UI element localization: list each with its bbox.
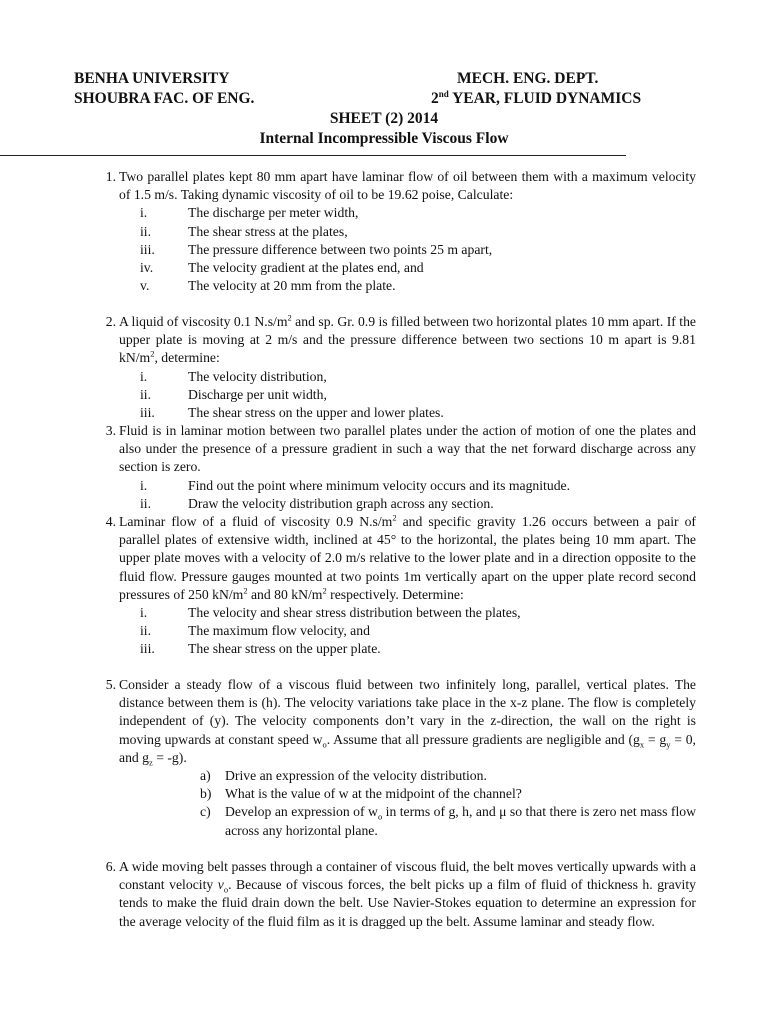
problem-text: Laminar flow of a fluid of viscosity 0.9 $N.s/m^2$ and specific gravity 1.26 occurs between a pair of parallel plates of extensive width, inclined at 45° to the horizontal, the plates being 10 mm apart. The upper plate moves with a velocity of 2.0 m/s relative to the lower plate and in a direction opposite to the fluid flow. Pressure gauges mounted at two points 1m vertically apart on the upper plate record second pressures of 250 $kN/m^2$ and 80 $kN/m^2$ respectively. Determine:: [119, 512, 696, 602]
sub-item: i. The discharge per meter width,: [140, 205, 359, 221]
sub-item: ii. Discharge per unit width,: [140, 386, 327, 402]
problem-1: [96, 168, 696, 295]
course-title: 2nd YEAR, FLUID DYNAMICS: [431, 88, 642, 107]
sub-item: a) Drive an expression of the velocity distribution.: [200, 768, 487, 784]
problem-text: Two parallel plates kept 80 mm apart have laminar flow of oil between them with a maximum velocity of 1.5 m/s. Taking dynamic viscosity of oil to be 19.62 poise, Calculate:: [119, 169, 696, 203]
problem-2: [96, 313, 696, 422]
sub-item: ii. Draw the velocity distribution graph across any section.: [140, 495, 494, 511]
problem-4: [96, 513, 696, 659]
sheet-title: SHEET (2) 2014: [329, 110, 439, 127]
university-name: BENHA UNIVERSITY: [74, 70, 230, 87]
problem-5: [96, 676, 696, 840]
problem-number: 1.: [105, 169, 116, 184]
problem-text: A liquid of viscosity 0.1 $N.s/m^2$ and sp. Gr. 0.9 is filled between two horizontal plates 10 mm apart. If the upper plate is moving at 2 m/s and the pressure difference between two sections 10 m apart is 9.81 $kN/m^2$, determine:: [119, 312, 696, 366]
problem-number: 5.: [105, 677, 116, 692]
sub-item: b) What is the value of w at the midpoint of the channel?: [200, 786, 522, 802]
sub-item: ii. The maximum flow velocity, and: [140, 623, 370, 639]
problem-number: 6.: [105, 859, 116, 874]
problem-number: 4.: [105, 514, 116, 529]
sub-item: c) Develop an expression of $w_o$ in terms of g, h, and μ so that there is zero net mass flow across any horizontal plane.: [200, 804, 696, 838]
topic-title: Internal Incompressible Viscous Flow: [259, 130, 509, 147]
problem-text: A wide moving belt passes through a container of viscous fluid, the belt moves vertically upwards with a constant velocity $v_o$. Because of viscous forces, the belt picks up a film of fluid of thickness h. gravity tends to make the fluid drain down the belt. Use Navier-Stokes equation to determine an expression for the average velocity of the fluid film as it is dragged up the belt. Assume laminar and steady flow.: [119, 859, 696, 929]
sub-item: iv. The velocity gradient at the plates end, and: [140, 260, 424, 276]
problem-number: 3.: [105, 423, 116, 438]
sub-item: ii. The shear stress at the plates,: [140, 223, 348, 239]
sub-item: iii. The shear stress on the upper plate.: [140, 641, 381, 657]
sub-item: i. The velocity and shear stress distribution between the plates,: [140, 605, 521, 621]
sub-item: iii. The pressure difference between two points 25 m apart,: [140, 241, 493, 257]
sub-item: v. The velocity at 20 mm from the plate.: [140, 278, 396, 294]
problem-text: Consider a steady flow of a viscous fluid between two infinitely long, parallel, vertical plates. The distance between them is (h). The velocity variations take place in the x-z plane. The flow is completely independent of (y). The velocity components don’t vary in the z-direction, the wall on the right is moving upwards at constant speed $w_o$. Assume that all pressure gradients are negligible and ($g_x = g_y = 0$, and $g_z = -g$).: [119, 677, 696, 768]
department-name: MECH. ENG. DEPT.: [457, 70, 599, 87]
problem-6: [96, 858, 696, 931]
header-divider: [0, 155, 626, 156]
problem-3: [96, 422, 696, 513]
problem-number: 2.: [105, 314, 116, 329]
faculty-name: SHOUBRA FAC. OF ENG.: [74, 90, 255, 107]
problem-text: Fluid is in laminar motion between two parallel plates under the action of motion of one the plates and also under the presence of a pressure gradient in such a way that the net forward discharge across any section is zero.: [119, 423, 696, 475]
sub-item: i. Find out the point where minimum velocity occurs and its magnitude.: [140, 477, 571, 493]
sub-item: i. The velocity distribution,: [140, 368, 327, 384]
sub-item: iii. The shear stress on the upper and lower plates.: [140, 405, 444, 421]
